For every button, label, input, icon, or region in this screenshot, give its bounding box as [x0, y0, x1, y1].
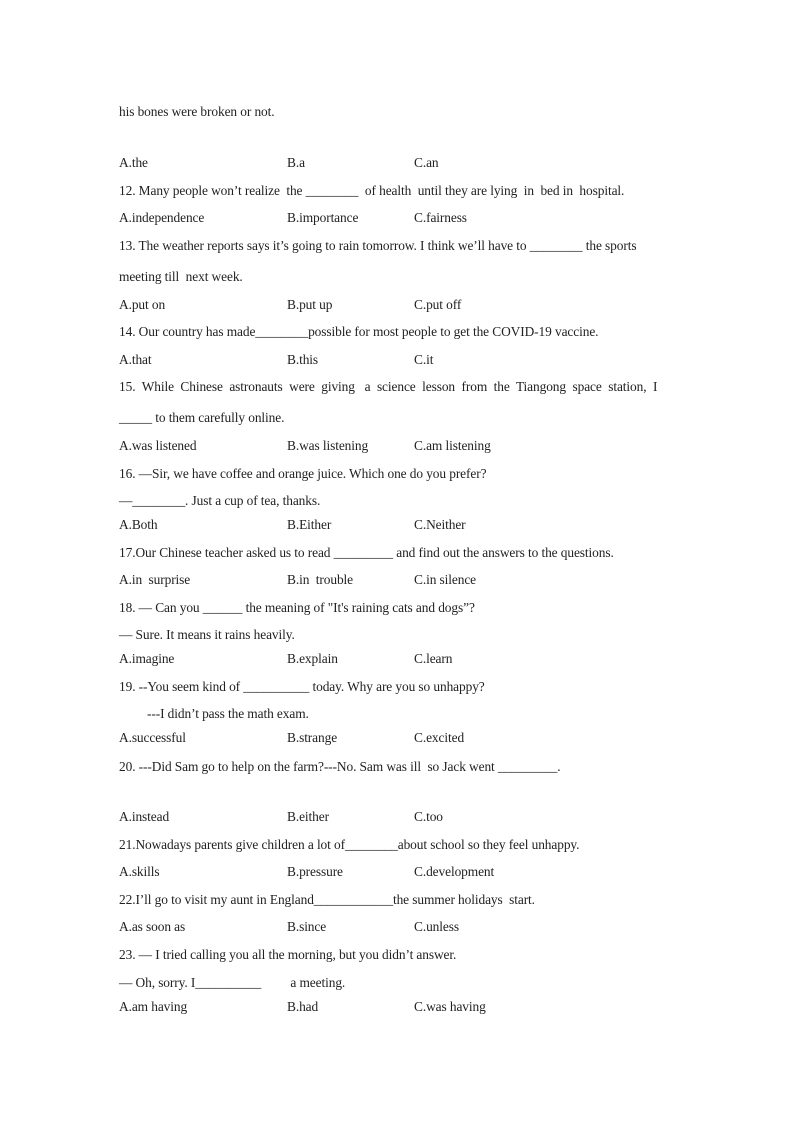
option-b: B.in trouble: [287, 572, 354, 587]
q23-text: 23. — I tried calling you all the morning, but you didn’t answer.: [119, 947, 457, 962]
q19-options: [0, 730, 794, 746]
option-b: B.a: [287, 155, 305, 170]
q16-response: —________. Just a cup of tea, thanks.: [119, 493, 321, 508]
option-c: C.development: [414, 864, 495, 879]
q13-text-cont: meeting till next week.: [119, 269, 243, 284]
option-a: A.put on: [119, 297, 166, 312]
option-c: C.am listening: [414, 438, 491, 453]
option-c: C.too: [414, 809, 443, 824]
q20-text: 20. ---Did Sam go to help on the farm?---No. Sam was ill so Jack went _________.: [119, 759, 561, 774]
option-a: A.that: [119, 352, 152, 367]
option-c: C.fairness: [414, 210, 467, 225]
option-b: B.importance: [287, 210, 359, 225]
option-b: B.since: [287, 919, 327, 934]
q19-text: 19. --You seem kind of __________ today. Why are you so unhappy?: [119, 679, 485, 694]
q17-options: [0, 572, 794, 588]
option-a: A.successful: [119, 730, 186, 745]
q16-text: 16. —Sir, we have coffee and orange juice. Which one do you prefer?: [119, 466, 487, 481]
q23-response: — Oh, sorry. I__________ a meeting.: [119, 975, 346, 990]
q14-text: 14. Our country has made________possible for most people to get the COVID-19 vaccine.: [119, 324, 599, 339]
q11-continuation: his bones were broken or not.: [119, 104, 275, 119]
q13-text: 13. The weather reports says it’s going to rain tomorrow. I think we’ll have to ________ the sports: [119, 238, 637, 253]
option-a: A.instead: [119, 809, 170, 824]
option-b: B.strange: [287, 730, 338, 745]
q18-response: — Sure. It means it rains heavily.: [119, 627, 295, 642]
q22-text: 22.I’ll go to visit my aunt in England____________the summer holidays start.: [119, 892, 535, 907]
q15-text-cont: _____ to them carefully online.: [119, 410, 285, 425]
q21-options: [0, 864, 794, 880]
option-b: B.either: [287, 809, 329, 824]
option-c: C.in silence: [414, 572, 477, 587]
option-c: C.an: [414, 155, 439, 170]
option-a: A.the: [119, 155, 148, 170]
option-a: A.independence: [119, 210, 205, 225]
q23-options: [0, 999, 794, 1015]
q12-options: [0, 210, 794, 226]
option-a: A.am having: [119, 999, 188, 1014]
q19-response: ---I didn’t pass the math exam.: [147, 706, 309, 721]
option-a: A.Both: [119, 517, 158, 532]
option-a: A.imagine: [119, 651, 175, 666]
option-a: A.was listened: [119, 438, 197, 453]
q16-options: [0, 517, 794, 533]
q15-options: [0, 438, 794, 454]
option-b: B.explain: [287, 651, 338, 666]
q21-text: 21.Nowadays parents give children a lot of________about school so they feel unhappy.: [119, 837, 580, 852]
q18-text: 18. — Can you ______ the meaning of "It's raining cats and dogs”?: [119, 600, 475, 615]
option-c: C.put off: [414, 297, 462, 312]
option-b: B.had: [287, 999, 319, 1014]
q12-text: 12. Many people won’t realize the ________ of health until they are lying in bed in hospital.: [119, 183, 625, 198]
q20-options: [0, 809, 794, 825]
option-b: B.was listening: [287, 438, 369, 453]
option-c: C.was having: [414, 999, 486, 1014]
q11-options: [0, 155, 794, 171]
q18-options: [0, 651, 794, 667]
option-c: C.unless: [414, 919, 459, 934]
option-c: C.excited: [414, 730, 465, 745]
option-a: A.skills: [119, 864, 160, 879]
option-a: A.as soon as: [119, 919, 186, 934]
q22-options: [0, 919, 794, 935]
option-b: B.pressure: [287, 864, 343, 879]
option-b: B.Either: [287, 517, 332, 532]
option-a: A.in surprise: [119, 572, 191, 587]
option-c: C.learn: [414, 651, 453, 666]
option-b: B.this: [287, 352, 319, 367]
option-c: C.it: [414, 352, 434, 367]
q14-options: [0, 352, 794, 368]
q15-text: 15. While Chinese astronauts were giving a science lesson from the Tiangong space station, I: [119, 379, 658, 394]
q17-text: 17.Our Chinese teacher asked us to read _________ and find out the answers to the questions.: [119, 545, 614, 560]
q13-options: [0, 297, 794, 313]
option-c: C.Neither: [414, 517, 466, 532]
option-b: B.put up: [287, 297, 333, 312]
